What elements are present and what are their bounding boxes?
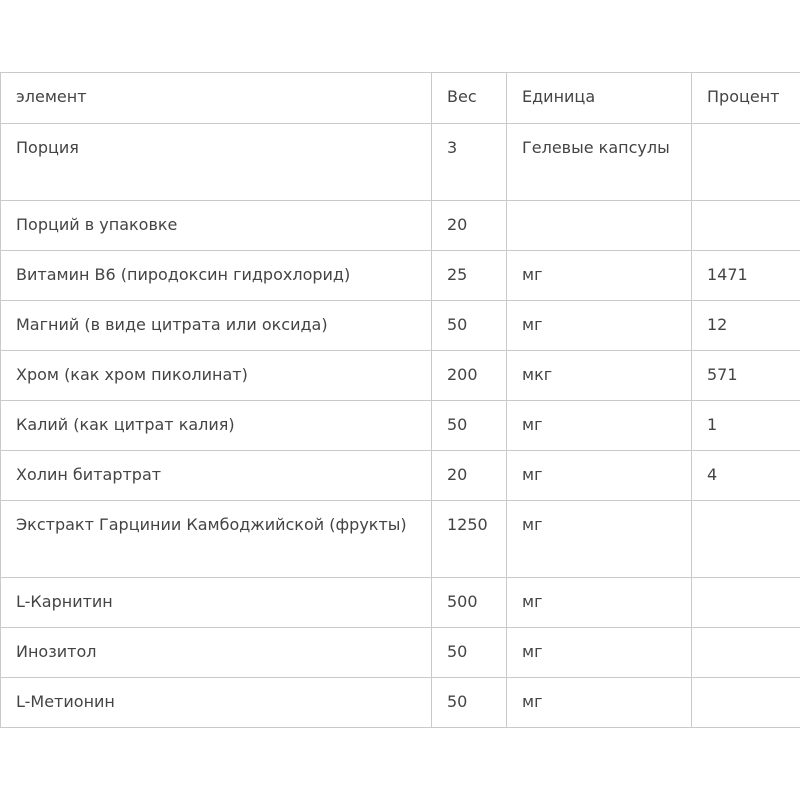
table-row — [1, 451, 800, 501]
table-row — [1, 124, 800, 201]
cell-percent: 12 — [692, 301, 800, 351]
cell-element: Калий (как цитрат калия) — [1, 401, 432, 451]
cell-percent: 1471 — [692, 251, 800, 301]
cell-unit: мг — [507, 251, 692, 301]
cell-percent — [692, 124, 800, 201]
cell-percent: 1 — [692, 401, 800, 451]
nutrition-table — [0, 72, 800, 728]
table-row — [1, 401, 800, 451]
cell-unit: мг — [507, 628, 692, 678]
cell-weight: 25 — [432, 251, 507, 301]
cell-percent: 4 — [692, 451, 800, 501]
cell-element: Холин битартрат — [1, 451, 432, 501]
cell-percent — [692, 501, 800, 578]
cell-weight: 20 — [432, 201, 507, 251]
cell-weight: 500 — [432, 578, 507, 628]
table-header-row — [1, 73, 800, 124]
cell-element: Инозитол — [1, 628, 432, 678]
cell-percent: 571 — [692, 351, 800, 401]
cell-element: Хром (как хром пиколинат) — [1, 351, 432, 401]
cell-weight: 50 — [432, 628, 507, 678]
cell-unit — [507, 201, 692, 251]
cell-unit: мг — [507, 451, 692, 501]
cell-unit: мг — [507, 678, 692, 728]
cell-weight: 1250 — [432, 501, 507, 578]
table-row — [1, 351, 800, 401]
table-row — [1, 578, 800, 628]
nutrition-table-wrapper — [0, 72, 800, 728]
table-row — [1, 251, 800, 301]
cell-element: Экстракт Гарцинии Камбоджийской (фрукты) — [1, 501, 432, 578]
cell-unit: мкг — [507, 351, 692, 401]
cell-weight: 20 — [432, 451, 507, 501]
cell-unit: мг — [507, 401, 692, 451]
cell-element: Витамин B6 (пиродоксин гидрохлорид) — [1, 251, 432, 301]
table-row — [1, 501, 800, 578]
table-row — [1, 301, 800, 351]
cell-weight: 3 — [432, 124, 507, 201]
cell-element: L-Метионин — [1, 678, 432, 728]
cell-element: Порция — [1, 124, 432, 201]
cell-element: Порций в упаковке — [1, 201, 432, 251]
table-row — [1, 201, 800, 251]
cell-weight: 50 — [432, 678, 507, 728]
table-row — [1, 678, 800, 728]
table-row — [1, 628, 800, 678]
cell-unit: мг — [507, 301, 692, 351]
header-unit: Единица — [507, 73, 692, 124]
cell-unit: Гелевые капсулы — [507, 124, 692, 201]
header-percent: Процент — [692, 73, 800, 124]
cell-weight: 50 — [432, 401, 507, 451]
cell-percent — [692, 201, 800, 251]
cell-weight: 50 — [432, 301, 507, 351]
header-element: элемент — [1, 73, 432, 124]
cell-unit: мг — [507, 501, 692, 578]
cell-weight: 200 — [432, 351, 507, 401]
cell-element: L-Карнитин — [1, 578, 432, 628]
cell-element: Магний (в виде цитрата или оксида) — [1, 301, 432, 351]
cell-percent — [692, 678, 800, 728]
cell-unit: мг — [507, 578, 692, 628]
header-weight: Вес — [432, 73, 507, 124]
cell-percent — [692, 578, 800, 628]
cell-percent — [692, 628, 800, 678]
